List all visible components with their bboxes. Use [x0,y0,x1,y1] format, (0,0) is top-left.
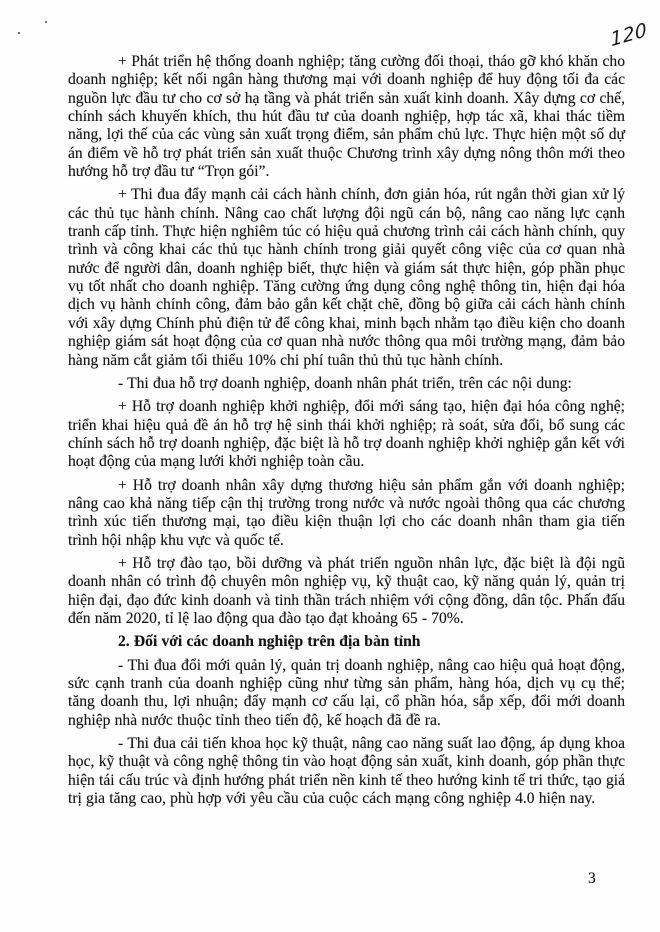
page-number: 3 [588,870,596,887]
paragraph: - Thi đua cải tiến khoa học kỹ thuật, nâng cao năng suất lao động, áp dụng khoa học, kỹ thuật và công nghệ thông tin vào hoạt động sản xuất, kinh doanh, góp phần thực hiện tái cấu trúc và định hướng phát triển nền kinh tế theo hướng kinh tế tri thức, tạo giá trị gia tăng cao, phù hợp với yêu cầu của cuộc cách mạng công nghiệp 4.0 hiện nay. [68,735,625,808]
paragraph: - Thi đua đổi mới quản lý, quản trị doanh nghiệp, nâng cao hiệu quả hoạt động, sức cạnh tranh của doanh nghiệp cũng như từng sản phẩm, hàng hóa, dịch vụ cụ thể; tăng doanh thu, lợi nhuận; đẩy mạnh cơ cấu lại, cổ phần hóa, sắp xếp, đổi mới doanh nghiệp nhà nước thuộc tỉnh theo tiến độ, kế hoạch đã đề ra. [68,656,625,729]
section-heading: 2. Đối với các doanh nghiệp trên địa bàn tỉnh [118,633,421,651]
scan-speck [45,21,47,23]
document-body [68,53,625,813]
paragraph: + Hỗ trợ đào tạo, bồi dưỡng và phát triển nguồn nhân lực, đặc biệt là đội ngũ doanh nhân có trình độ chuyên môn nghiệp vụ, kỹ thuật cao, kỹ năng quản lý, quản trị hiện đại, đạo đức kinh doanh và tinh thần trách nhiệm với cộng đồng, dân tộc. Phấn đấu đến năm 2020, tỉ lệ lao động qua đào tạo đạt khoảng 65 - 70%. [68,554,625,627]
paragraph: - Thi đua hỗ trợ doanh nghiệp, doanh nhân phát triển, trên các nội dung: [118,374,572,392]
paragraph: + Hỗ trợ doanh nghiệp khởi nghiệp, đổi mới sáng tạo, hiện đại hóa công nghệ; triển khai hiệu quả đề án hỗ trợ hệ sinh thái khởi nghiệp; rà soát, sửa đổi, bổ sung các chính sách hỗ trợ doanh nghiệp, đặc biệt là hỗ trợ doanh nghiệp khởi nghiệp gắn kết với hoạt động của mạng lưới khởi nghiệp toàn cầu. [68,398,625,471]
handwritten-page-number: 120 [609,18,649,52]
paragraph: + Phát triển hệ thống doanh nghiệp; tăng cường đối thoại, tháo gỡ khó khăn cho doanh nghiệp; kết nối ngân hàng thương mại với doanh nghiệp để huy động tối đa các nguồn lực đầu tư cho cơ sở hạ tầng và phát triển sản xuất kinh doanh. Xây dựng cơ chế, chính sách khuyến khích, thu hút đầu tư của doanh nghiệp, hợp tác xã, khai thác tiềm năng, lợi thế của các vùng sản xuất trọng điểm, sản phẩm chủ lực. Thực hiện một số dự án điểm về hỗ trợ phát triển sản xuất thuộc Chương trình xây dựng nông thôn mới theo hướng hỗ trợ đầu tư “Trọn gói”. [68,53,625,181]
paragraph: + Thi đua đẩy mạnh cải cách hành chính, đơn giản hóa, rút ngắn thời gian xử lý các thủ tục hành chính. Nâng cao chất lượng đội ngũ cán bộ, nâng cao năng lực cạnh tranh cấp tỉnh. Thực hiện nghiêm túc có hiệu quả chương trình cải cách hành chính, quy trình và công khai các thủ tục hành chính trong giải quyết công việc của cơ quan nhà nước để người dân, doanh nghiệp biết, thực hiện và giám sát thực hiện, góp phần phục vụ tốt nhất cho doanh nghiệp. Tăng cường ứng dụng công nghệ thông tin, hiện đại hóa dịch vụ hành chính công, đảm bảo gắn kết chặt chẽ, đồng bộ giữa cải cách hành chính với xây dựng Chính phủ điện tử để công khai, minh bạch nhằm tạo điều kiện cho doanh nghiệp giám sát hoạt động của cơ quan nhà nước thông qua môi trường mạng, đảm bảo hàng năm cắt giảm tối thiểu 10% chi phí tuân thủ thủ tục hành chính. [68,186,625,369]
scan-speck [18,32,20,34]
paragraph: + Hỗ trợ doanh nhân xây dựng thương hiệu sản phẩm gắn với doanh nghiệp; nâng cao khả năng tiếp cận thị trường trong nước và nước ngoài thông qua các chương trình xúc tiến thương mại, tạo điều kiện thuận lợi cho các doanh nhân tham gia tiến trình hội nhập khu vực và quốc tế. [68,476,625,549]
